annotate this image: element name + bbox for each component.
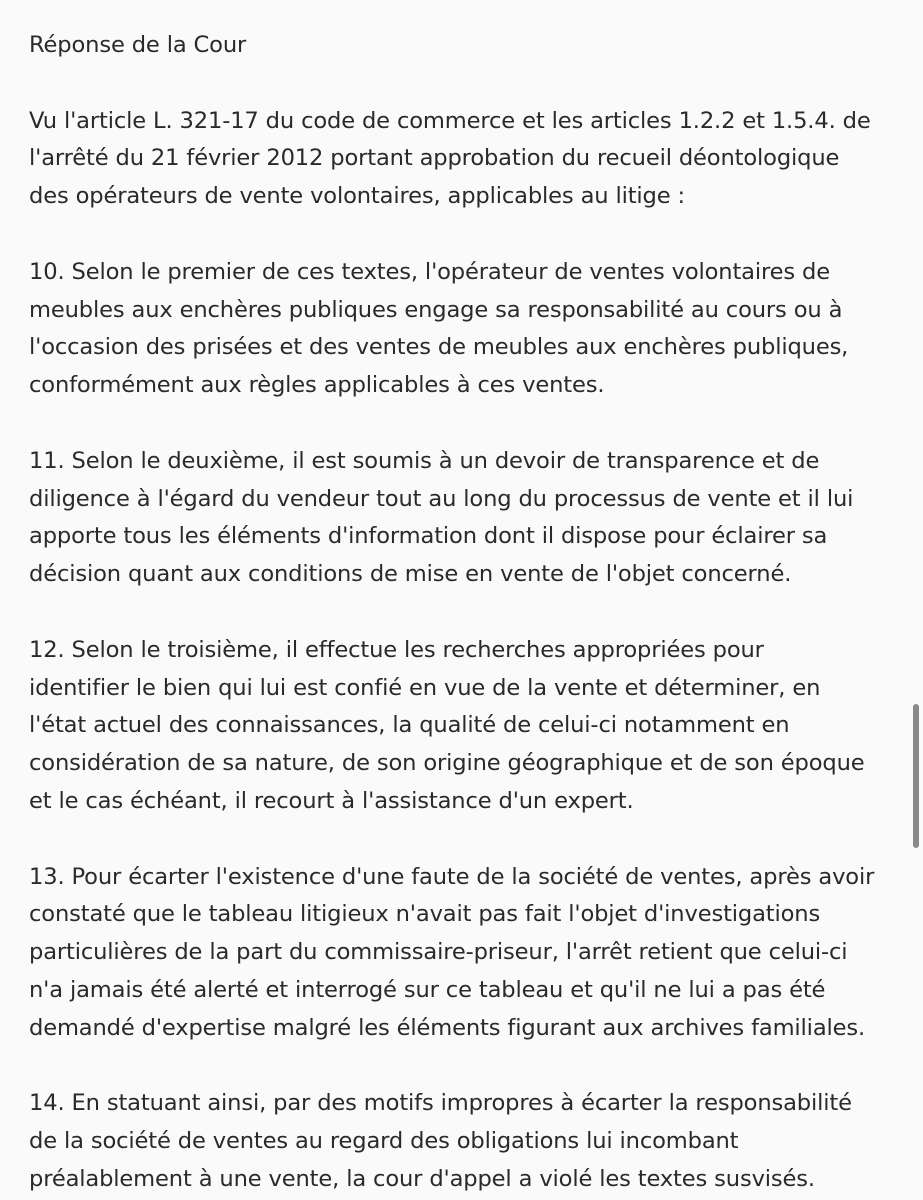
text-line: 12. Selon le troisième, il effectue les recherches appropriées pour [29, 636, 764, 663]
text-line: n'a jamais été alerté et interrogé sur ce tableau et qu'il ne lui a pas été [29, 976, 826, 1003]
text-line: considération de sa nature, de son origine géographique et de son époque [29, 750, 865, 777]
text-line: Vu l'article L. 321-17 du code de commerce et les articles 1.2.2 et 1.5.4. de [29, 107, 871, 134]
text-line: de la société de ventes au regard des obligations lui incombant [29, 1128, 739, 1155]
paragraph-spacer [29, 1048, 909, 1086]
text-line: particulières de la part du commissaire-priseur, l'arrêt retient que celui-ci [29, 939, 848, 966]
text-line: identifier le bien qui lui est confié en vue de la vente et déterminer, en [29, 674, 821, 701]
text-line: demandé d'expertise malgré les éléments figurant aux archives familiales. [29, 1014, 866, 1041]
text-line: 11. Selon le deuxième, il est soumis à un devoir de transparence et de [29, 447, 820, 474]
text-line: l'état actuel des connaissances, la qualité de celui-ci notamment en [29, 712, 790, 739]
text-line: l'occasion des prisées et des ventes de meubles aux enchères publiques, [29, 334, 849, 361]
paragraph-11 [29, 443, 909, 594]
text-line: et le cas échéant, il recourt à l'assistance d'un expert. [29, 787, 634, 814]
paragraph-spacer [29, 594, 909, 632]
text-line: meubles aux enchères publiques engage sa responsabilité au cours ou à [29, 296, 843, 323]
paragraph-13 [29, 859, 909, 1048]
text-line: constaté que le tableau litigieux n'avait pas fait l'objet d'investigations [29, 901, 821, 928]
heading-text: Réponse de la Cour [29, 32, 247, 58]
paragraph-spacer [29, 821, 909, 859]
text-line: l'arrêté du 21 février 2012 portant approbation du recueil déontologique [29, 145, 840, 172]
paragraph-spacer [29, 216, 909, 254]
text-line: apporte tous les éléments d'information dont il dispose pour éclairer sa [29, 523, 828, 550]
paragraph-spacer [29, 405, 909, 443]
text-line: 10. Selon le premier de ces textes, l'opérateur de ventes volontaires de [29, 258, 830, 285]
paragraph-12 [29, 632, 909, 821]
paragraph-14 [29, 1085, 909, 1198]
paragraph-spacer [29, 65, 909, 103]
text-line: diligence à l'égard du vendeur tout au long du processus de vente et il lui [29, 485, 854, 512]
text-line: décision quant aux conditions de mise en vente de l'objet concerné. [29, 561, 792, 588]
text-line: 13. Pour écarter l'existence d'une faute de la société de ventes, après avoir [29, 863, 875, 890]
section-heading [29, 27, 909, 65]
vertical-scrollbar-thumb[interactable] [913, 704, 919, 848]
text-line: des opérateurs de vente volontaires, applicables au litige : [29, 183, 685, 210]
text-line: conformément aux règles applicables à ces ventes. [29, 372, 605, 399]
text-line: préalablement à une vente, la cour d'appel a violé les textes susvisés. [29, 1165, 815, 1192]
paragraph-10 [29, 254, 909, 405]
paragraph-preamble [29, 103, 909, 216]
text-line: 14. En statuant ainsi, par des motifs impropres à écarter la responsabilité [29, 1090, 852, 1117]
document-body [29, 27, 909, 1199]
